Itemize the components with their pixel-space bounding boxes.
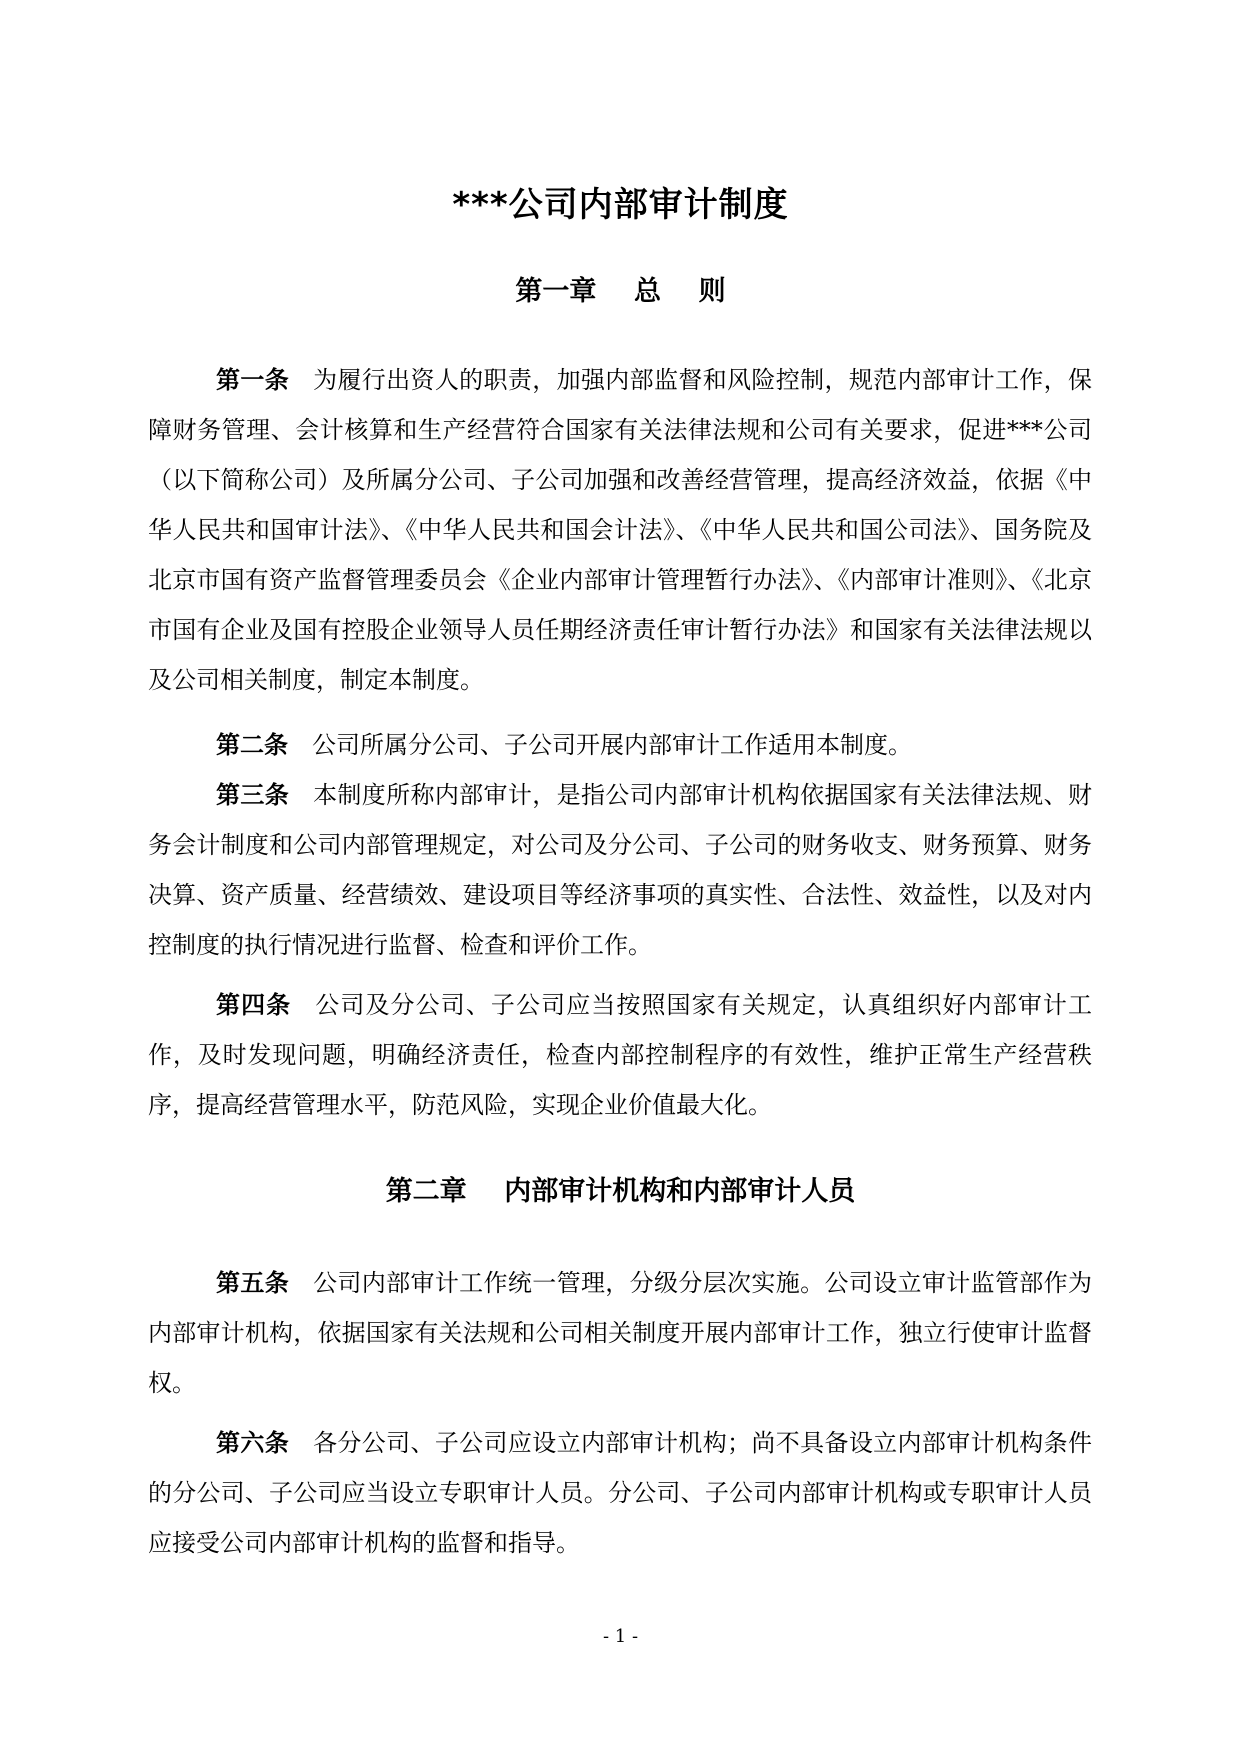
page-number: - 1 - xyxy=(602,1626,639,1647)
article-5 xyxy=(148,1258,1092,1408)
chapter-heading-1: 第一章 总 则 xyxy=(515,276,726,307)
article-text: 公司内部审计工作统一管理，分级分层次实施。公司设立审计监管部作为内部审计机构，依据国家有关法规和公司相关制度开展内部审计工作，独立行使审计监督权。 xyxy=(148,1269,1093,1397)
article-text: 本制度所称内部审计，是指公司内部审计机构依据国家有关法律法规、财务会计制度和公司内部管理规定，对公司及分公司、子公司的财务收支、财务预算、财务决算、资产质量、经营绩效、建设项目等经济事项的真实性、合法性、效益性，以及对内控制度的执行情况进行监督、检查和评价工作。 xyxy=(148,781,1093,959)
article-1 xyxy=(148,355,1092,705)
article-text: 为履行出资人的职责，加强内部监督和风险控制，规范内部审计工作，保障财务管理、会计核算和生产经营符合国家有关法律法规和公司有关要求，促进***公司（以下简称公司）及所属分公司、子公司加强和改善经营管理，提高经济效益，依据《中华人民共和国审计法》、《中华人民共和国会计法》、《中华人民共和国公司法》、国务院及北京市国有资产监督管理委员会《企业内部审计管理暂行办法》、《内部审计准则》、《北京市国有企业及国有控股企业领导人员任期经济责任审计暂行办法》和国家有关法律法规以及公司相关制度，制定本制度。 xyxy=(148,366,1093,694)
article-label: 第二条 xyxy=(216,731,288,759)
article-3 xyxy=(148,770,1092,970)
article-text: 公司所属分公司、子公司开展内部审计工作适用本制度。 xyxy=(312,731,912,759)
article-2 xyxy=(148,720,1092,770)
article-label: 第三条 xyxy=(216,781,290,809)
chapter-heading-2: 第二章 内部审计机构和内部审计人员 xyxy=(385,1176,856,1207)
article-label: 第五条 xyxy=(216,1269,290,1297)
article-label: 第一条 xyxy=(216,366,290,394)
article-label: 第四条 xyxy=(216,991,292,1019)
article-4 xyxy=(148,980,1092,1130)
article-text: 各分公司、子公司应设立内部审计机构；尚不具备设立内部审计机构条件的分公司、子公司应当设立专职审计人员。分公司、子公司内部审计机构或专职审计人员应接受公司内部审计机构的监督和指导。 xyxy=(148,1429,1093,1557)
article-text: 公司及分公司、子公司应当按照国家有关规定，认真组织好内部审计工作，及时发现问题，明确经济责任，检查内部控制程序的有效性，维护正常生产经营秩序，提高经营管理水平，防范风险，实现企业价值最大化。 xyxy=(148,991,1093,1119)
document-title: ***公司内部审计制度 xyxy=(452,185,789,225)
article-label: 第六条 xyxy=(216,1429,290,1457)
article-6 xyxy=(148,1418,1092,1568)
